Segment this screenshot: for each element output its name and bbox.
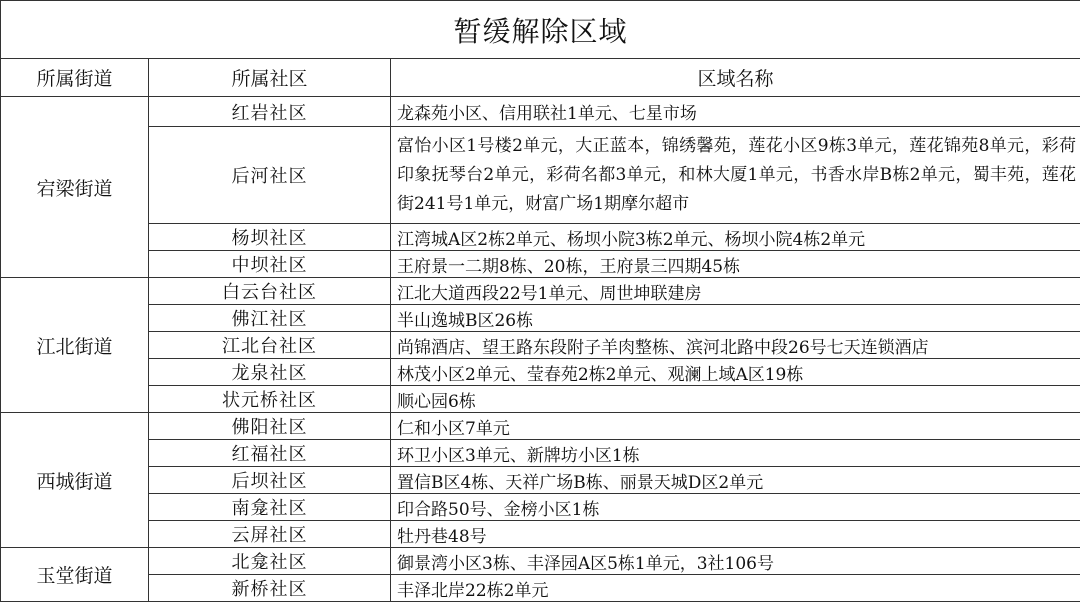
title-row [1, 1, 1080, 59]
area-cell: 丰泽北岸22栋2单元 [391, 575, 1080, 602]
table-title: 暂缓解除区域 [1, 1, 1080, 59]
community-cell: 中坝社区 [149, 251, 391, 278]
header-row [1, 59, 1080, 97]
community-cell: 江北台社区 [149, 332, 391, 359]
table-row [1, 224, 1080, 251]
street-cell: 宕梁街道 [1, 97, 149, 278]
community-cell: 云屏社区 [149, 521, 391, 548]
community-cell: 红岩社区 [149, 97, 391, 127]
community-cell: 后河社区 [149, 127, 391, 224]
area-cell: 江湾城A区2栋2单元、杨坝小院3栋2单元、杨坝小院4栋2单元 [391, 224, 1080, 251]
area-cell: 置信B区4栋、天祥广场B栋、丽景天城D区2单元 [391, 467, 1080, 494]
table-row [1, 278, 1080, 305]
street-cell: 江北街道 [1, 278, 149, 413]
area-cell: 半山逸城B区26栋 [391, 305, 1080, 332]
street-cell: 玉堂街道 [1, 548, 149, 602]
table-row [1, 359, 1080, 386]
table-row [1, 467, 1080, 494]
community-cell: 佛江社区 [149, 305, 391, 332]
community-cell: 佛阳社区 [149, 413, 391, 440]
area-cell: 御景湾小区3栋、丰泽园A区5栋1单元，3社106号 [391, 548, 1080, 575]
community-cell: 南龛社区 [149, 494, 391, 521]
table-row [1, 251, 1080, 278]
community-cell: 后坝社区 [149, 467, 391, 494]
header-street: 所属街道 [1, 59, 149, 97]
area-cell: 江北大道西段22号1单元、周世坤联建房 [391, 278, 1080, 305]
community-cell: 北龛社区 [149, 548, 391, 575]
table-row [1, 413, 1080, 440]
community-cell: 杨坝社区 [149, 224, 391, 251]
header-community: 所属社区 [149, 59, 391, 97]
table-row [1, 305, 1080, 332]
table-row [1, 494, 1080, 521]
area-cell: 牡丹巷48号 [391, 521, 1080, 548]
area-cell: 王府景一二期8栋、20栋，王府景三四期45栋 [391, 251, 1080, 278]
community-cell: 红福社区 [149, 440, 391, 467]
area-cell: 龙森苑小区、信用联社1单元、七星市场 [391, 97, 1080, 127]
community-cell: 状元桥社区 [149, 386, 391, 413]
community-cell: 白云台社区 [149, 278, 391, 305]
area-cell: 环卫小区3单元、新牌坊小区1栋 [391, 440, 1080, 467]
table-row [1, 575, 1080, 602]
table-row [1, 386, 1080, 413]
street-cell: 西城街道 [1, 413, 149, 548]
table-row [1, 332, 1080, 359]
community-cell: 龙泉社区 [149, 359, 391, 386]
table-row [1, 521, 1080, 548]
area-cell: 仁和小区7单元 [391, 413, 1080, 440]
area-cell: 顺心园6栋 [391, 386, 1080, 413]
table-row [1, 548, 1080, 575]
table-row [1, 97, 1080, 127]
header-area: 区域名称 [391, 59, 1080, 97]
table-row [1, 127, 1080, 224]
area-cell: 林茂小区2单元、莹春苑2栋2单元、观澜上域A区19栋 [391, 359, 1080, 386]
area-cell: 富怡小区1号楼2单元，大正蓝本，锦绣馨苑，莲花小区9栋3单元，莲花锦苑8单元，彩荷印象抚琴台2单元，彩荷名都3单元，和林大厦1单元，书香水岸B栋2单元，蜀丰苑，莲花街241号1单元，财富广场1期摩尔超市 [391, 127, 1080, 224]
area-cell: 尚锦酒店、望王路东段附子羊肉整栋、滨河北路中段26号七天连锁酒店 [391, 332, 1080, 359]
table-row [1, 440, 1080, 467]
area-cell: 印合路50号、金榜小区1栋 [391, 494, 1080, 521]
community-cell: 新桥社区 [149, 575, 391, 602]
